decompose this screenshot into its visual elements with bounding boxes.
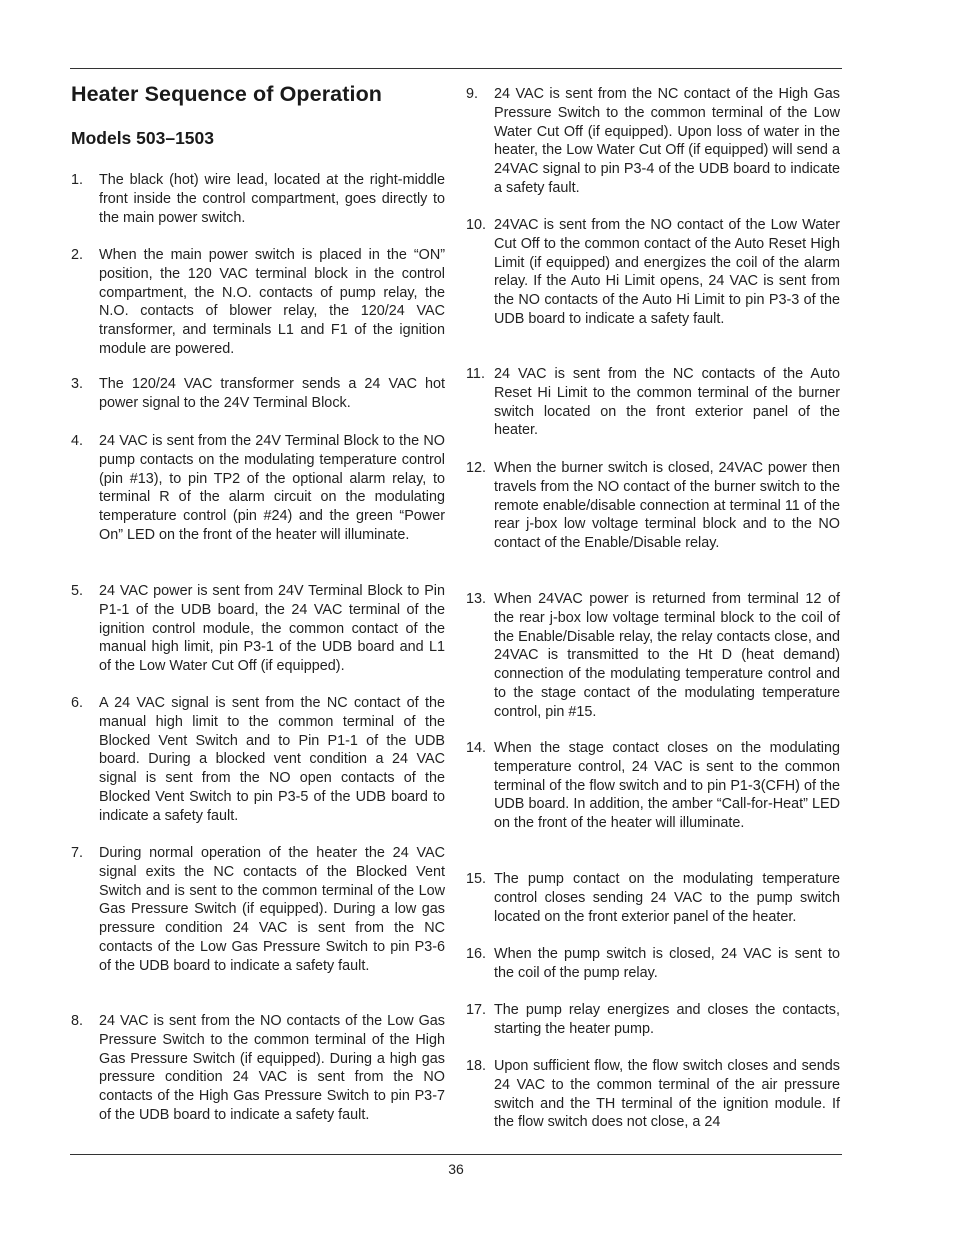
step-number: 12. [466,460,487,476]
step-text: When the stage contact closes on the modulating temperature control, 24 VAC is sent to the common terminal of the flow switch and to pin P1-3(CFH) of the UDB board. In addition, the amber “Call-for-Heat” LED on the front of the heater will illuminate. [494,740,840,832]
step-text: The pump contact on the modulating temperature control closes sending 24 VAC to the pump switch located on the front exterior panel of the heater. [494,871,840,925]
step-text: 24 VAC is sent from the NC contact of the High Gas Pressure Switch to the common terminal of the Low Water Cut Off (if equipped). Upon loss of water in the heater, the Low Water Cut Off (if equipped) will send a 24VAC signal to pin P3-4 of the UDB board to indicate a safety fault. [494,86,840,196]
step-number: 2. [71,247,84,263]
step-item [466,870,840,926]
step-number: 8. [71,1013,84,1029]
section-subtitle: Models 503–1503 [71,128,215,148]
step-item [466,945,840,983]
step-text: The black (hot) wire lead, located at the right-middle front inside the control compartment, goes directly to the main power switch. [99,172,445,226]
step-text: During normal operation of the heater the 24 VAC signal exits the NC contacts of the Blocked Vent Switch and is sent to the common terminal of the Low Gas Pressure Switch (if equipped). During a low gas pressure condition 24 VAC is sent from the NC contacts of the Low Gas Pressure Switch to pin P3-6 of the UDB board to indicate a safety fault. [99,845,445,974]
step-item [71,694,445,826]
step-text: 24VAC is sent from the NO contact of the Low Water Cut Off to the common contact of the Auto Reset High Limit (if equipped) and energizes the coil of the alarm relay. If the Auto Hi Limit opens, 24 VAC is sent from the NO contacts of the Auto Hi Limit to pin P3-3 of the UDB board to indicate a safety fault. [494,217,840,327]
step-number: 10. [466,217,487,233]
step-text: 24 VAC power is sent from 24V Terminal Block to Pin P1-1 of the UDB board, the 24 VAC terminal of the ignition control module, the common contact of the manual high limit, pin P3-1 of the UDB board and L1 of the Low Water Cut Off (if equipped). [99,583,445,675]
step-item [466,85,840,198]
step-text: 24 VAC is sent from the 24V Terminal Block to the NO pump contacts on the modulating temperature control (pin #13), to pin TP2 of the optional alarm relay, to terminal R of the alarm circuit on the modulating temperature control (pin #24) and the green “Power On” LED on the front of the heater will illuminate. [99,433,445,543]
step-text: When the burner switch is closed, 24VAC power then travels from the NO contact of the burner switch to the remote enable/disable connection at terminal 11 of the rear j-box low voltage terminal block and to the NO contact of the Enable/Disable relay. [494,460,840,552]
step-number: 6. [71,695,84,711]
step-text: A 24 VAC signal is sent from the NC contact of the manual high limit to the common terminal of the Blocked Vent Switch and to Pin P1-1 of the UDB board. During a blocked vent condition a 24 VAC signal is sent from the NO open contacts of the Blocked Vent Switch to pin P3-5 of the UDB board to indicate a safety fault. [99,695,445,824]
step-text: The 120/24 VAC transformer sends a 24 VAC hot power signal to the 24V Terminal Block. [99,376,445,411]
top-rule [70,68,842,69]
step-text: When the main power switch is placed in the “ON” position, the 120 VAC terminal block in the control compartment, the N.O. contacts of pump relay, the N.O. contacts of blower relay, the 120/24 VAC transformer, and terminals L1 and F1 of the ignition module are powered. [99,247,445,357]
step-item [71,375,445,413]
step-number: 1. [71,172,84,188]
step-number: 4. [71,433,84,449]
step-text: The pump relay energizes and closes the contacts, starting the heater pump. [494,1002,840,1037]
step-item [71,844,445,976]
step-item [71,1012,445,1125]
step-number: 7. [71,845,84,861]
step-item [466,590,840,722]
step-item [466,216,840,329]
step-item [71,171,445,227]
step-number: 16. [466,946,487,962]
bottom-rule [70,1154,842,1155]
step-item [466,459,840,553]
step-number: 17. [466,1002,487,1018]
step-number: 14. [466,740,487,756]
step-text: 24 VAC is sent from the NO contacts of the Low Gas Pressure Switch to the common terminal of the High Gas Pressure Switch (if equipped). During a high gas pressure condition 24 VAC is sent from the NO contacts of the High Gas Pressure Switch to pin P3-7 of the UDB board to indicate a safety fault. [99,1013,445,1123]
step-number: 15. [466,871,487,887]
step-number: 3. [71,376,84,392]
step-number: 9. [466,86,479,102]
step-text: When the pump switch is closed, 24 VAC is sent to the coil of the pump relay. [494,946,840,981]
step-item [466,739,840,833]
step-item [71,432,445,545]
step-item [71,582,445,676]
step-number: 13. [466,591,487,607]
step-item [466,1001,840,1039]
step-text: 24 VAC is sent from the NC contacts of the Auto Reset Hi Limit to the common terminal of the burner switch located on the front exterior panel of the heater. [494,366,840,439]
page-number: 36 [448,1161,464,1177]
page-title: Heater Sequence of Operation [71,82,383,106]
step-number: 5. [71,583,84,599]
step-text: When 24VAC power is returned from terminal 12 of the rear j-box low voltage terminal block to the coil of the Enable/Disable relay, the relay contacts close, and 24VAC is transmitted to the Ht D (heat demand) connection of the modulating temperature control and to the stage contact of the modulating temperature control, pin #15. [494,591,840,720]
step-text: Upon sufficient flow, the flow switch closes and sends 24 VAC to the common terminal of the air pressure switch and the TH terminal of the ignition module. If the flow switch does not close, a 24 [494,1058,840,1131]
step-item [71,246,445,359]
step-number: 11. [466,366,485,382]
step-item [466,1057,840,1132]
step-number: 18. [466,1058,487,1074]
step-item [466,365,840,440]
